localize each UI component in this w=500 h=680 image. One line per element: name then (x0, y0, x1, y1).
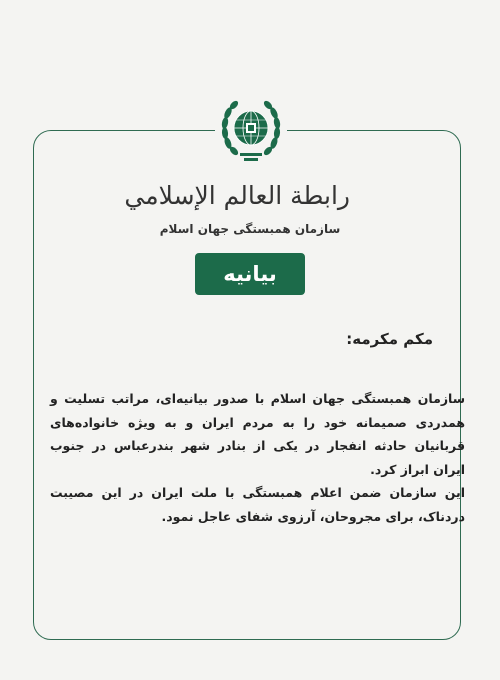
salutation-line: مکم مکرمه: (346, 330, 433, 348)
paragraph-2: این سازمان ضمن اعلام همبستگی با ملت ایران در این مصیبت دردناک، برای مجروحان، آرزوی شفای عاجل نمود. (50, 485, 465, 524)
statement-body (50, 387, 465, 528)
org-name-persian: سازمان همبستگی جهان اسلام (159, 222, 341, 236)
paragraph-1: سازمان همبستگی جهان اسلام با صدور بیانیه‌ای، مراتب تسلیت و همدردی صمیمانه خود را به مردم ایران و به ویژه خانواده‌های قربانیان حادثه انفجار در یکی از بنادر شهر بندرعباس در جنوب ایران ابراز کرد. (50, 391, 465, 477)
globe-wreath-emblem-icon (215, 92, 287, 172)
org-name-arabic: رابطة العالم الإسلامي (124, 181, 350, 210)
statement-title-badge (195, 253, 305, 295)
page-title: بیانیه (223, 262, 277, 286)
